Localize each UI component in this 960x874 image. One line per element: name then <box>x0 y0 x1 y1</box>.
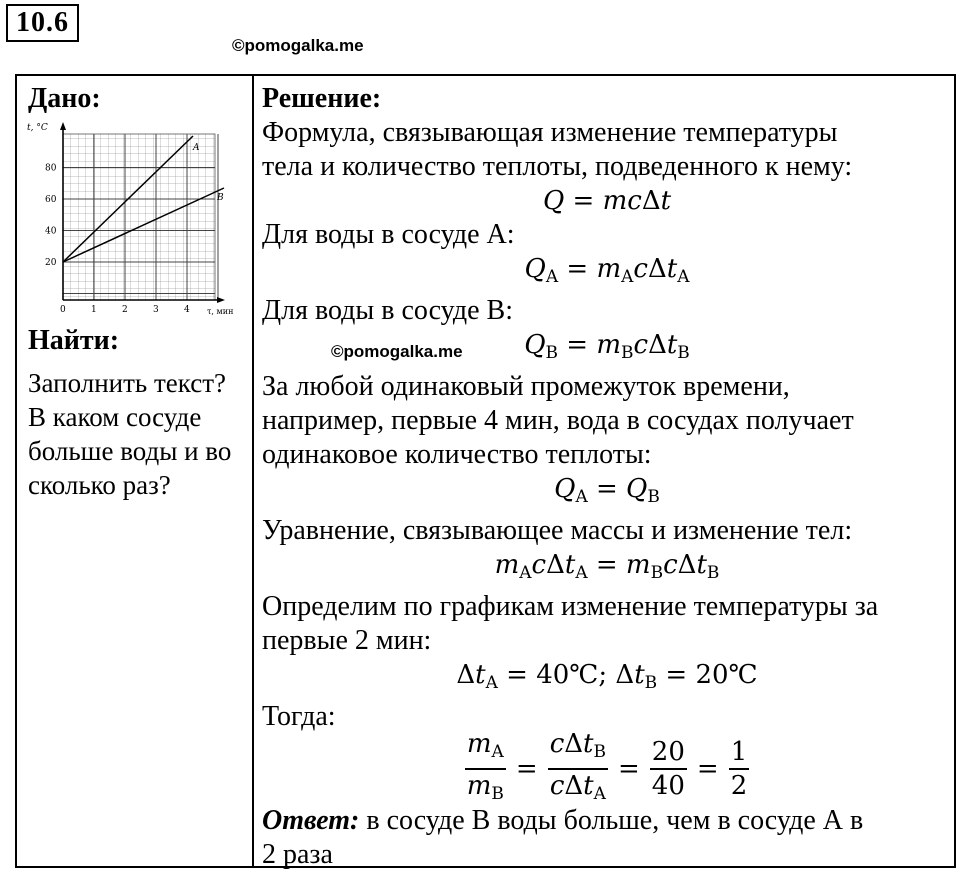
solution-line-2: тела и количество теплоты, подведенного к нему: <box>262 151 853 182</box>
given-heading: Дано: <box>28 83 101 114</box>
formula-mass-ratio: $\frac{m_A}{m_B}$ = $\frac{c\Delta t_B}{c\Delta t_A}$ = $\frac{20}{40}$ = $\frac{1}{2}$ <box>262 734 952 804</box>
formula-equal-heat: $Q_A = Q_B$ <box>554 474 660 507</box>
temperature-graph <box>21 116 246 316</box>
solution-line-1: Формула, связывающая изменение температуры <box>262 117 838 148</box>
formula-mass-equation: $m_Ac\Delta t_A = m_Bc\Delta t_B$ <box>494 550 720 583</box>
for-vessel-a: Для воды в сосуде А: <box>262 219 515 250</box>
graph-grid <box>63 134 215 300</box>
fraction-delta: $\frac{c\Delta t_B}{c\Delta t_A}$ <box>549 729 606 804</box>
answer-line-1 <box>262 804 952 838</box>
solution-line-4: например, первые 4 мин, вода в сосудах получает <box>262 405 854 436</box>
y-tick-label: 40 <box>45 226 57 237</box>
fraction-numbers <box>650 736 687 802</box>
formula-delta-values: $\Delta t_A$ = 40℃; $\Delta t_B$ = 20℃ <box>456 660 758 693</box>
x-tick-label: 1 <box>91 305 97 315</box>
answer-text-1: в сосуде В воды больше, чем в сосуде А в <box>366 805 864 836</box>
task-number: 10.6 <box>6 4 79 42</box>
y-tick-label: 60 <box>45 195 57 205</box>
line-b-label: B <box>217 193 224 203</box>
fraction-mass: $\frac{m_A}{m_B}$ <box>466 729 504 804</box>
solution-line-5: одинаковое количество теплоты: <box>262 439 652 470</box>
solution-then: Тогда: <box>262 701 336 732</box>
formula-heat-a: $Q_A = m_Ac\Delta t_A$ <box>524 254 690 287</box>
solution-line-8: первые 2 мин: <box>262 625 432 656</box>
solution-line-6: Уравнение, связывающее массы и изменение тел: <box>262 515 853 546</box>
x-tick-label: 2 <box>122 305 128 315</box>
delta-a-value: 40℃; <box>536 660 608 690</box>
fraction-result-den: 2 <box>730 771 748 801</box>
solution-column <box>262 82 952 872</box>
find-heading: Найти: <box>28 325 120 356</box>
solution-line-3: За любой одинаковый промежуток времени, <box>262 371 790 402</box>
solution-heading: Решение: <box>262 83 382 114</box>
y-axis-arrow <box>60 122 66 130</box>
fraction-numbers-den: 40 <box>651 771 685 801</box>
y-tick-label: 80 <box>45 163 57 174</box>
for-vessel-b: Для воды в сосуде В: <box>262 295 514 326</box>
formula-heat: Q = mcΔt <box>542 186 672 216</box>
answer-label: Ответ: <box>262 805 360 836</box>
solution-line-7: Определим по графикам изменение температуры за <box>262 591 879 622</box>
answer-line-2: 2 раза <box>262 839 333 870</box>
fraction-result-num: 1 <box>729 736 750 770</box>
fraction-numbers-num: 20 <box>650 736 687 770</box>
y-axis-label: t, °C <box>27 123 48 133</box>
line-a-label: A <box>193 143 200 153</box>
delta-b-value: 20℃ <box>695 660 758 690</box>
x-axis-arrow <box>217 297 225 303</box>
x-tick-label: 4 <box>184 305 190 315</box>
x-axis-label: τ, мин <box>207 307 234 316</box>
formula-heat-b: $Q_B = m_Bc\Delta t_B$ <box>524 330 690 363</box>
watermark-top: ©pomogalka.me <box>232 36 364 55</box>
given-column <box>28 82 243 116</box>
fraction-result <box>729 736 750 802</box>
watermark-middle: ©pomogalka.me <box>331 342 463 361</box>
column-divider <box>252 76 254 866</box>
x-tick-label: 3 <box>153 305 159 315</box>
find-text: Заполнить текст? В каком сосуде больше воды и во сколько раз? <box>28 368 232 500</box>
y-tick-label: 20 <box>45 258 57 268</box>
task-table <box>15 74 956 868</box>
x-tick-label: 0 <box>60 305 66 315</box>
